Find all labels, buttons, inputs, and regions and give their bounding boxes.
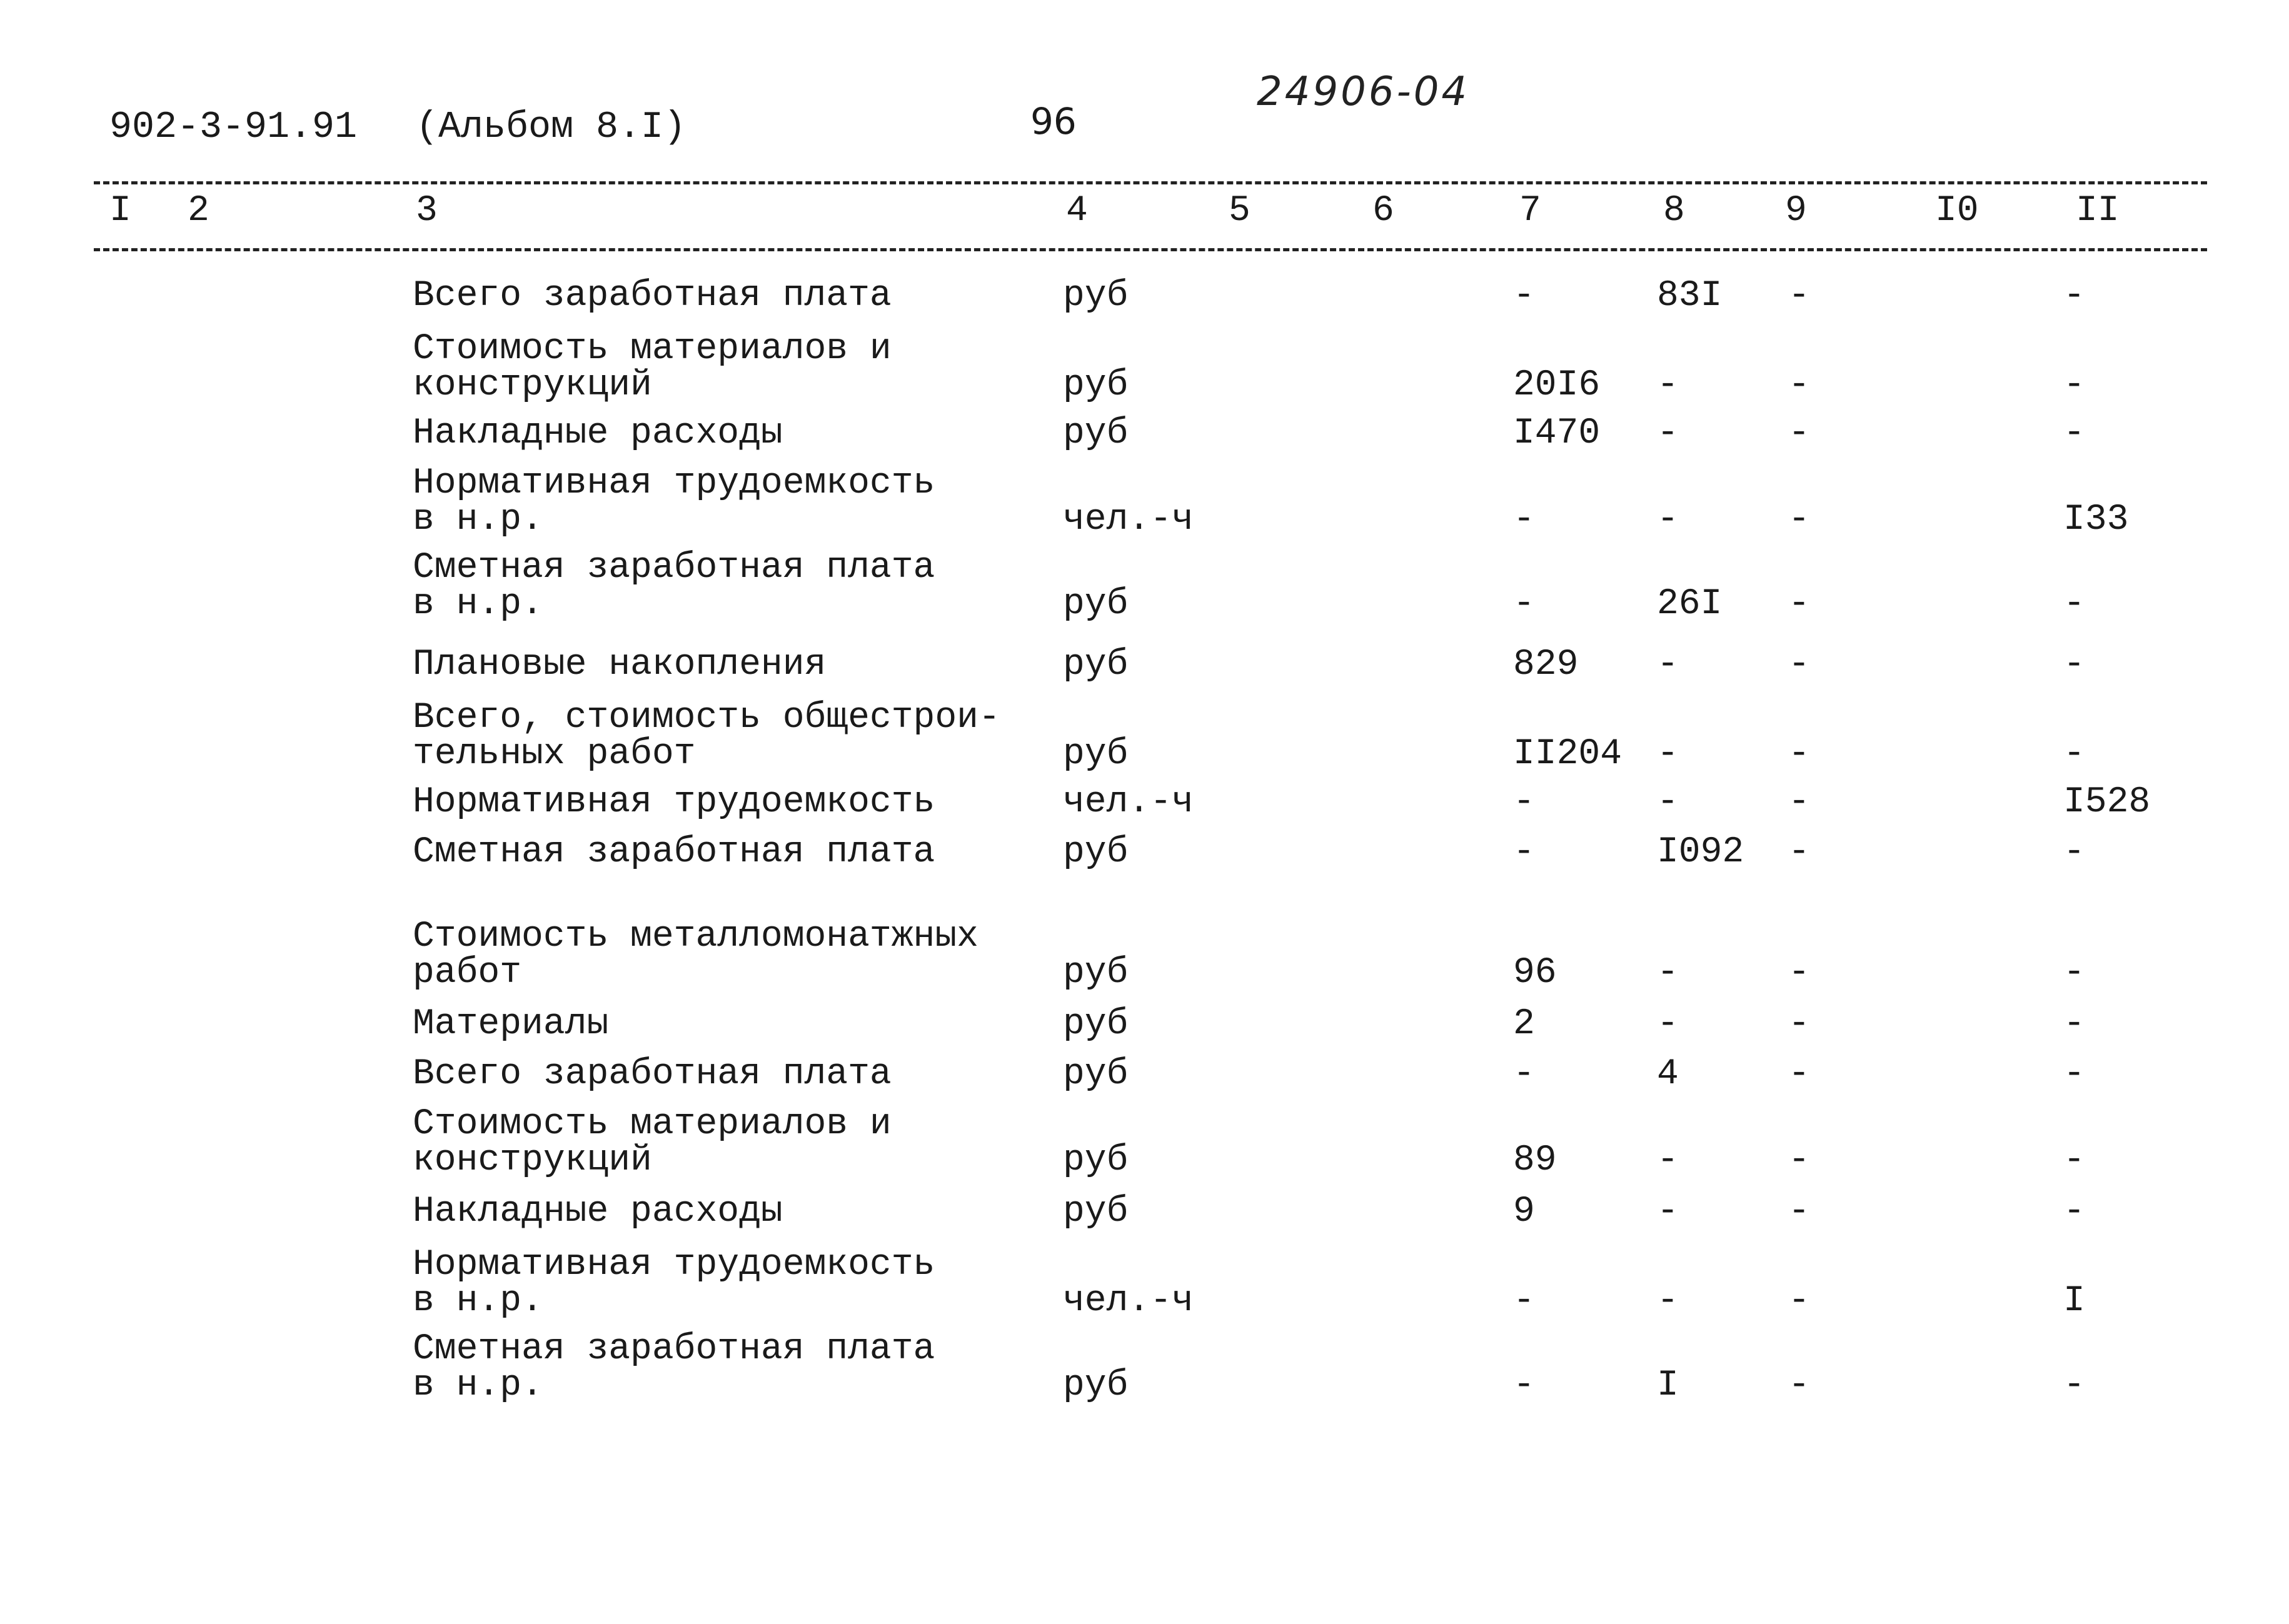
row-name-line: Нормативная трудоемкость	[413, 463, 935, 504]
row-col9-value: -	[1788, 1191, 1810, 1232]
column-header-3: 3	[416, 191, 438, 231]
row-col8-value: -	[1657, 365, 1679, 406]
row-col9-value: -	[1788, 832, 1810, 873]
document-code: 902-3-91.91	[109, 106, 358, 149]
row-col8-value: -	[1657, 1140, 1679, 1181]
row-unit: руб	[1063, 1004, 1129, 1045]
row-name-line: тельных работ	[413, 734, 696, 774]
row-name-line: Сметная заработная плата	[413, 832, 935, 873]
row-unit: руб	[1063, 584, 1129, 624]
row-unit: руб	[1063, 1365, 1129, 1406]
column-header-7: 7	[1519, 191, 1541, 231]
row-unit: руб	[1063, 413, 1129, 454]
row-col9-value: -	[1788, 953, 1810, 993]
row-unit: руб	[1063, 953, 1129, 993]
column-header-6: 6	[1372, 191, 1394, 231]
page-number: 96	[1030, 100, 1077, 143]
row-col7-value: -	[1513, 276, 1535, 316]
row-col9-value: -	[1788, 499, 1810, 540]
row-unit: руб	[1063, 832, 1129, 873]
row-col7-value: -	[1513, 782, 1535, 823]
row-col9-value: -	[1788, 1365, 1810, 1406]
row-col7-value: -	[1513, 1054, 1535, 1095]
row-unit: чел.-ч	[1063, 499, 1194, 540]
row-col7-value: -	[1513, 499, 1535, 540]
row-col8-value: 4	[1657, 1054, 1679, 1095]
row-col11-value: -	[2063, 644, 2085, 685]
row-col11-value: I33	[2063, 499, 2129, 540]
row-col11-value: -	[2063, 832, 2085, 873]
row-col7-value: -	[1513, 1365, 1535, 1406]
row-col7-value: I470	[1513, 413, 1601, 454]
row-name-line: Стоимость металломонатжных	[413, 916, 978, 957]
row-name-line: в н.р.	[413, 1365, 543, 1406]
row-name-line: Накладные расходы	[413, 1191, 783, 1232]
row-name-line: Накладные расходы	[413, 413, 783, 454]
row-col7-value: II204	[1513, 734, 1622, 774]
column-header-4: 4	[1066, 191, 1088, 231]
row-col11-value: -	[2063, 413, 2085, 454]
row-col7-value: 9	[1513, 1191, 1535, 1232]
row-col9-value: -	[1788, 782, 1810, 823]
row-col8-value: -	[1657, 1281, 1679, 1321]
row-name-line: Сметная заработная плата	[413, 1329, 935, 1370]
row-col8-value: 83I	[1657, 276, 1723, 316]
row-col11-value: I528	[2063, 782, 2151, 823]
row-col9-value: -	[1788, 276, 1810, 316]
row-name-line: Нормативная трудоемкость	[413, 782, 935, 823]
row-col11-value: -	[2063, 953, 2085, 993]
row-col9-value: -	[1788, 365, 1810, 406]
row-name-line: Материалы	[413, 1004, 609, 1045]
row-col8-value: 26I	[1657, 584, 1723, 624]
row-name-line: Сметная заработная плата	[413, 548, 935, 588]
row-col11-value: -	[2063, 1365, 2085, 1406]
column-header-9: 9	[1785, 191, 1807, 231]
row-name-line: конструкций	[413, 365, 652, 406]
row-unit: руб	[1063, 276, 1129, 316]
row-name-line: в н.р.	[413, 499, 543, 540]
row-col7-value: 20I6	[1513, 365, 1601, 406]
header-top-rule	[94, 181, 2207, 184]
row-unit: руб	[1063, 1054, 1129, 1095]
row-col9-value: -	[1788, 413, 1810, 454]
header-bottom-rule	[94, 248, 2207, 251]
album-label: (Альбом 8.I)	[416, 106, 687, 149]
row-col11-value: -	[2063, 1054, 2085, 1095]
row-col11-value: -	[2063, 584, 2085, 624]
row-col9-value: -	[1788, 734, 1810, 774]
row-unit: руб	[1063, 644, 1129, 685]
row-name-line: в н.р.	[413, 584, 543, 624]
row-col9-value: -	[1788, 644, 1810, 685]
row-col8-value: -	[1657, 1004, 1679, 1045]
row-unit: руб	[1063, 365, 1129, 406]
column-header-8: 8	[1663, 191, 1685, 231]
row-col7-value: -	[1513, 584, 1535, 624]
row-unit: чел.-ч	[1063, 782, 1194, 823]
row-unit: чел.-ч	[1063, 1281, 1194, 1321]
row-unit: руб	[1063, 1140, 1129, 1181]
row-col11-value: I	[2063, 1281, 2085, 1321]
row-unit: руб	[1063, 734, 1129, 774]
row-col9-value: -	[1788, 1281, 1810, 1321]
row-name-line: в н.р.	[413, 1281, 543, 1321]
row-col7-value: -	[1513, 832, 1535, 873]
row-col8-value: I092	[1657, 832, 1744, 873]
row-name-line: Всего заработная плата	[413, 1054, 892, 1095]
row-col7-value: 96	[1513, 953, 1557, 993]
column-header-5: 5	[1229, 191, 1250, 231]
row-name-line: Всего заработная плата	[413, 276, 892, 316]
row-col11-value: -	[2063, 1004, 2085, 1045]
row-col9-value: -	[1788, 1140, 1810, 1181]
row-col11-value: -	[2063, 276, 2085, 316]
row-col9-value: -	[1788, 1054, 1810, 1095]
row-col8-value: -	[1657, 734, 1679, 774]
column-header-10: I0	[1935, 191, 1979, 231]
row-col7-value: 89	[1513, 1140, 1557, 1181]
row-unit: руб	[1063, 1191, 1129, 1232]
row-col11-value: -	[2063, 365, 2085, 406]
row-col9-value: -	[1788, 584, 1810, 624]
row-col8-value: -	[1657, 644, 1679, 685]
row-name-line: Стоимость материалов и	[413, 1104, 892, 1145]
row-col8-value: -	[1657, 499, 1679, 540]
row-name-line: конструкций	[413, 1140, 652, 1181]
row-col8-value: -	[1657, 782, 1679, 823]
row-col7-value: -	[1513, 1281, 1535, 1321]
row-name-line: работ	[413, 953, 522, 993]
row-col11-value: -	[2063, 1191, 2085, 1232]
row-col7-value: 2	[1513, 1004, 1535, 1045]
column-header-2: 2	[188, 191, 209, 231]
handwritten-stamp: 24906-04	[1257, 69, 1470, 115]
row-name-line: Всего, стоимость общестрои-	[413, 698, 1000, 738]
column-header-1: I	[109, 191, 131, 231]
row-name-line: Плановые накопления	[413, 644, 827, 685]
row-col8-value: I	[1657, 1365, 1679, 1406]
row-col8-value: -	[1657, 953, 1679, 993]
row-col9-value: -	[1788, 1004, 1810, 1045]
row-col8-value: -	[1657, 413, 1679, 454]
row-name-line: Стоимость материалов и	[413, 329, 892, 369]
row-col11-value: -	[2063, 734, 2085, 774]
row-col11-value: -	[2063, 1140, 2085, 1181]
column-header-11: II	[2076, 191, 2120, 231]
row-col8-value: -	[1657, 1191, 1679, 1232]
row-name-line: Нормативная трудоемкость	[413, 1245, 935, 1285]
row-col7-value: 829	[1513, 644, 1579, 685]
